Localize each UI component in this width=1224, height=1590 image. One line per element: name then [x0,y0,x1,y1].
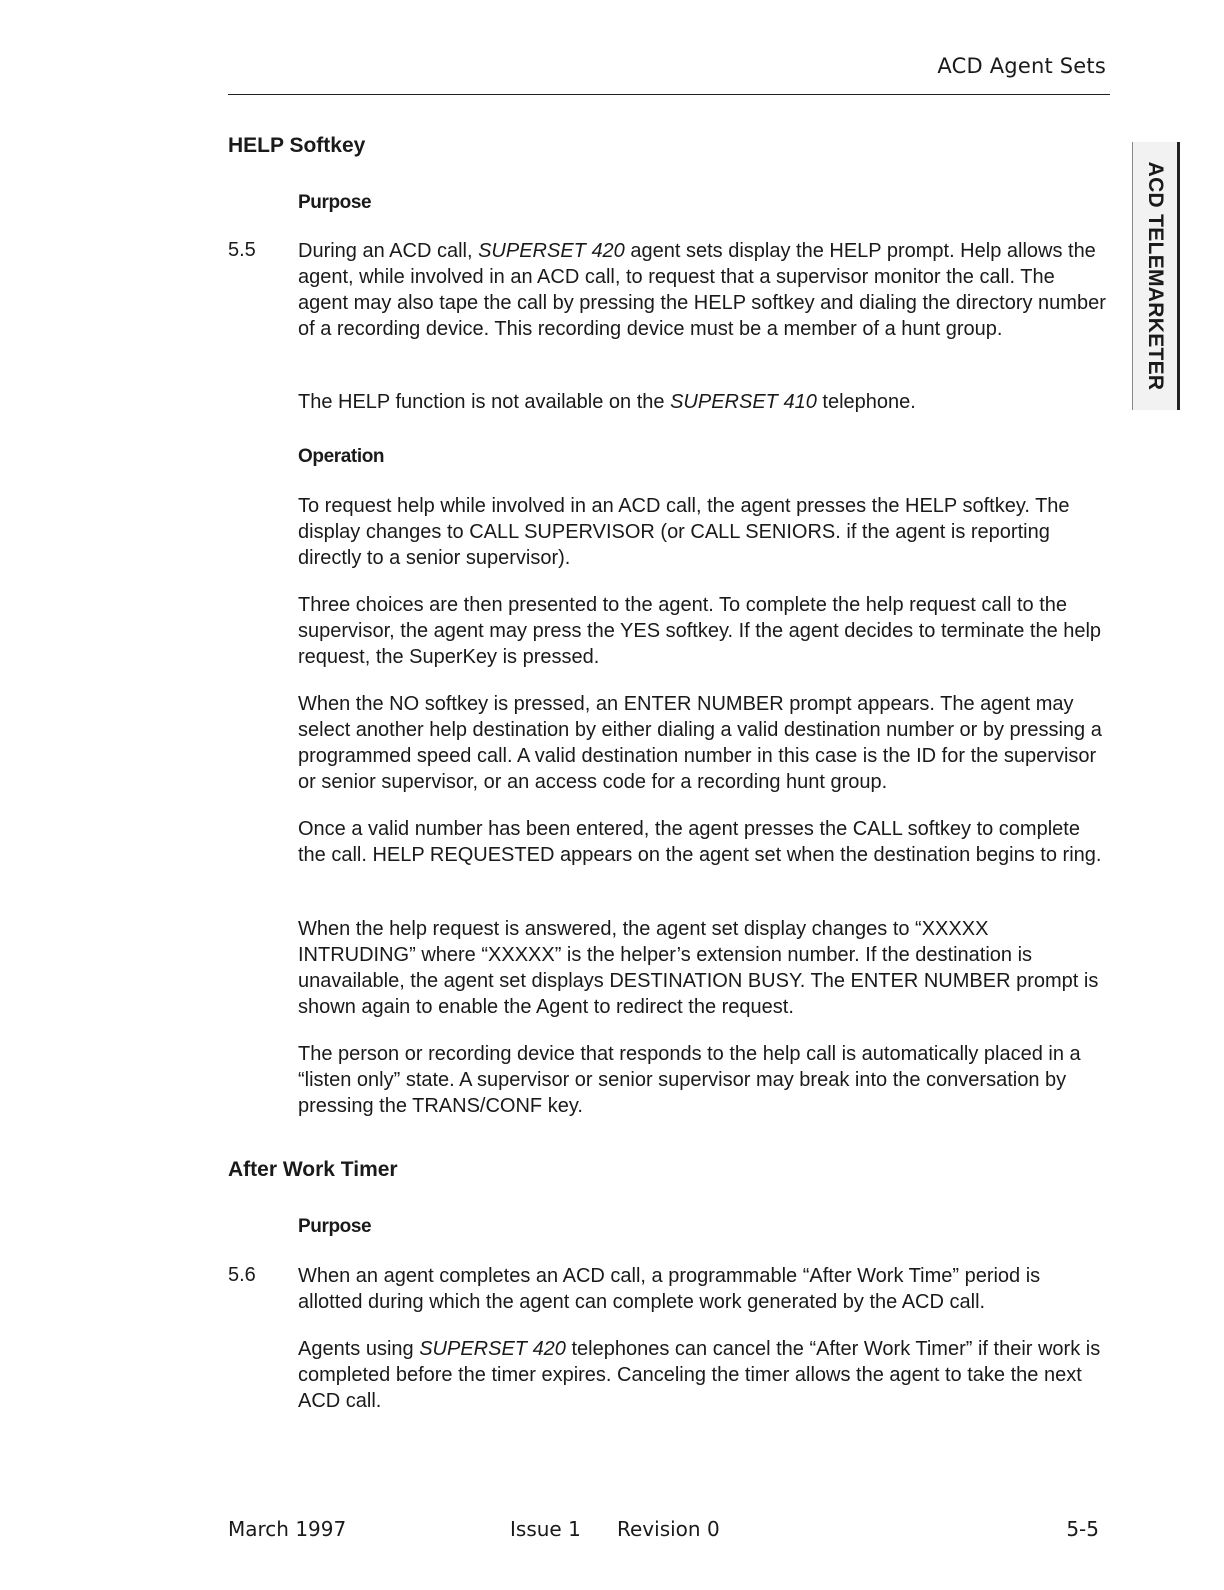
text-run: The HELP function is not available on the [298,391,671,413]
text-run: telephone. [816,391,916,413]
footer-issue: Issue 1 [510,1517,581,1541]
text-run: agent sets display the HELP prompt. Help allows the agent, while involved in an ACD call, to request that a supervisor monitor the call. The agent may also tape the call by pressing the HELP softkey and dialing the directory number of a recording device. This recording device must be a member of a hunt group. [298,240,1106,340]
paragraph: Three choices are then presented to the agent. To complete the help request call to the supervisor, the agent may press the YES softkey. If the agent decides to terminate the help request, the SuperKey is pressed. [298,594,1102,668]
section-side-tab [1132,142,1180,410]
paragraph [298,1336,1110,1414]
header-rule [228,94,1110,95]
footer-page-number: 5-5 [1066,1517,1099,1541]
footer-date: March 1997 [228,1517,347,1541]
paragraph [298,238,1110,342]
product-name: SUPERSET 420 [478,240,625,262]
paragraph: Once a valid number has been entered, the agent presses the CALL softkey to complete the call. HELP REQUESTED appears on the agent set when the destination begins to ring. [298,818,1102,866]
operation-heading: Operation [298,446,385,467]
text-run: Agents using [298,1338,420,1360]
footer-revision: Revision 0 [617,1517,720,1541]
running-header-title: ACD Agent Sets [937,54,1106,78]
paragraph: When the NO softkey is pressed, an ENTER NUMBER prompt appears. The agent may select another help destination by either dialing a valid destination number or by pressing a programmed speed call. A valid destination number in this case is the ID for the supervisor or senior supervisor, or an access code for a recording hunt group. [298,693,1102,793]
paragraph-number: 5.5 [228,239,256,261]
paragraph [298,389,1110,415]
text-run: telephones can cancel the “After Work Timer” if their work is completed before the timer expires. Canceling the timer allows the agent to take the next ACD call. [298,1338,1101,1412]
text-run: During an ACD call, [298,240,479,262]
section-heading-after-work-timer: After Work Timer [228,1158,398,1181]
paragraph-number: 5.6 [228,1264,256,1286]
section-heading-help-softkey: HELP Softkey [228,134,366,157]
side-tab-label: ACD TELEMARKETER [1144,161,1167,391]
paragraph: To request help while involved in an ACD call, the agent presses the HELP softkey. The display changes to CALL SUPERVISOR (or CALL SENIORS. if the agent is reporting directly to a senior supervisor). [298,495,1070,569]
paragraph: When the help request is answered, the agent set display changes to “XXXXX INTRUDING” where “XXXXX” is the helper’s extension number. If the destination is unavailable, the agent set displays DESTINATION BUSY. The ENTER NUMBER prompt is shown again to enable the Agent to redirect the request. [298,918,1099,1018]
paragraph: When an agent completes an ACD call, a programmable “After Work Time” period is allotted during which the agent can complete work generated by the ACD call. [298,1265,1041,1313]
product-name: SUPERSET 410 [670,391,817,413]
product-name: SUPERSET 420 [419,1338,566,1360]
purpose-heading: Purpose [298,1216,372,1237]
paragraph: The person or recording device that responds to the help call is automatically placed in a “listen only” state. A supervisor or senior supervisor may break into the conversation by pressing the TRANS/CONF key. [298,1043,1081,1117]
purpose-heading: Purpose [298,192,372,213]
